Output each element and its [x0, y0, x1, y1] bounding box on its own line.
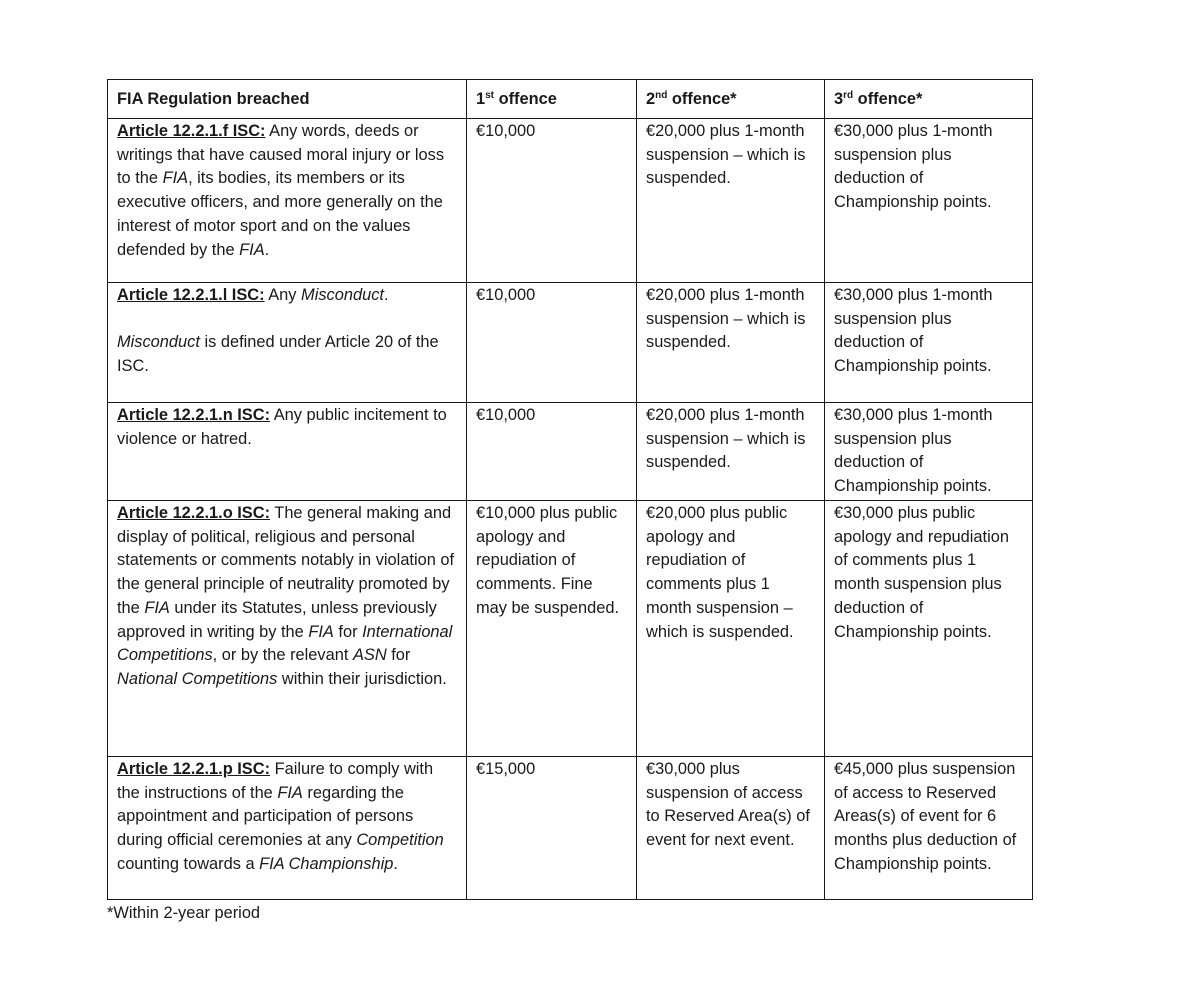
- header-third-num: 3: [834, 89, 844, 108]
- regulation-text-italic: FIA: [308, 622, 334, 641]
- regulation-text: .: [393, 854, 398, 873]
- regulation-text-italic: National Competitions: [117, 669, 278, 688]
- table-row: [108, 119, 1033, 283]
- regulation-text: , or by the relevant: [212, 646, 353, 665]
- regulation-cell: [108, 119, 467, 283]
- second-offence-cell: €20,000 plus 1-month suspension – which is suspended.: [637, 283, 825, 403]
- header-third-sup: rd: [843, 89, 854, 101]
- article-reference: Article 12.2.1.p ISC:: [117, 760, 271, 778]
- document-page: [107, 79, 1032, 924]
- footnote: *Within 2-year period: [107, 904, 261, 922]
- regulation-text-italic: FIA: [239, 240, 265, 259]
- header-second-offence: [637, 80, 825, 119]
- header-regulation: FIA Regulation breached: [108, 80, 467, 119]
- table-row: [108, 757, 1033, 900]
- regulation-text-italic: International Competitions: [117, 622, 453, 665]
- header-second-num: 2: [646, 89, 656, 108]
- regulation-text: counting towards a: [117, 854, 260, 873]
- regulation-text: under its Statutes, unless previously approved in writing by the: [117, 598, 437, 641]
- table-row: [108, 501, 1033, 757]
- first-offence-cell: €15,000: [467, 757, 637, 900]
- regulation-cell: [108, 757, 467, 900]
- third-offence-cell: €45,000 plus suspension of access to Reserved Areas(s) of event for 6 months plus deduction of Championship points.: [825, 757, 1033, 900]
- regulation-text: for: [333, 622, 363, 641]
- regulation-text: for: [386, 646, 411, 665]
- second-offence-cell: €20,000 plus 1-month suspension – which is suspended.: [637, 119, 825, 283]
- third-offence-cell: €30,000 plus 1-month suspension plus deduction of Championship points.: [825, 119, 1033, 283]
- second-offence-cell: €20,000 plus 1-month suspension – which is suspended.: [637, 403, 825, 501]
- third-offence-cell: €30,000 plus public apology and repudiation of comments plus 1 month suspension plus deduction of Championship points.: [825, 501, 1033, 757]
- header-second-sup: nd: [655, 89, 668, 101]
- regulation-text: Any words, deeds or writings that have caused moral injury or loss to the: [117, 122, 445, 188]
- regulation-text-italic: FIA Championship: [259, 854, 394, 873]
- header-second-rest: offence*: [667, 89, 737, 108]
- paragraph-gap: [117, 308, 457, 332]
- first-offence-cell: €10,000 plus public apology and repudiation of comments. Fine may be suspended.: [467, 501, 637, 757]
- table-row: [108, 283, 1033, 403]
- regulation-text: .: [383, 286, 389, 304]
- regulation-text: Failure to comply with the instructions of the: [117, 760, 434, 802]
- first-offence-cell: €10,000: [467, 403, 637, 501]
- header-first-rest: offence: [494, 89, 557, 108]
- second-offence-cell: €30,000 plus suspension of access to Reserved Area(s) of event for next event.: [637, 757, 825, 900]
- penalty-table: [107, 79, 1033, 900]
- article-reference: Article 12.2.1.l ISC:: [117, 286, 265, 304]
- regulation-text-italic: ASN: [352, 646, 387, 665]
- regulation-cell: [108, 501, 467, 757]
- regulation-text-italic: Misconduct: [301, 286, 384, 304]
- regulation-text: Any: [264, 286, 302, 304]
- header-first-sup: st: [485, 89, 495, 101]
- regulation-text-italic: FIA: [144, 598, 170, 617]
- first-offence-cell: €10,000: [467, 119, 637, 283]
- third-offence-cell: €30,000 plus 1-month suspension plus deduction of Championship points.: [825, 283, 1033, 403]
- header-third-offence: [825, 80, 1033, 119]
- regulation-text-italic: Misconduct: [117, 333, 200, 352]
- regulation-cell: [108, 283, 467, 403]
- regulation-text: The general making and display of political, religious and personal statements or comments notably in violation of the general principle of neutrality promoted by the: [117, 504, 455, 617]
- third-offence-cell: €30,000 plus 1-month suspension plus deduction of Championship points.: [825, 403, 1033, 501]
- regulation-cell: [108, 403, 467, 501]
- article-reference: Article 12.2.1.o ISC:: [117, 504, 271, 522]
- header-first-offence: [467, 80, 637, 119]
- regulation-text: regarding the appointment and participation of persons during official ceremonies at any: [117, 783, 414, 850]
- header-third-rest: offence*: [853, 89, 923, 108]
- first-offence-cell: €10,000: [467, 283, 637, 403]
- regulation-text: Any public incitement to violence or hatred.: [117, 406, 447, 448]
- regulation-text: within their jurisdiction.: [277, 669, 447, 688]
- regulation-text-italic: FIA: [277, 783, 303, 802]
- regulation-text: is defined under Article 20 of the ISC.: [117, 333, 439, 376]
- second-offence-cell: €20,000 plus public apology and repudiation of comments plus 1 month suspension – which is suspended.: [637, 501, 825, 757]
- article-reference: Article 12.2.1.n ISC:: [117, 406, 271, 424]
- regulation-text: , its bodies, its members or its executive officers, and more generally on the interest of motor sport and on the values defended by the: [117, 169, 443, 259]
- header-first-num: 1: [476, 89, 486, 108]
- regulation-text: .: [264, 240, 270, 259]
- regulation-text-italic: FIA: [162, 169, 189, 188]
- regulation-text-italic: Competition: [356, 831, 444, 850]
- article-reference: Article 12.2.1.f ISC:: [117, 122, 266, 140]
- table-header-row: [108, 80, 1033, 119]
- table-row: [108, 403, 1033, 501]
